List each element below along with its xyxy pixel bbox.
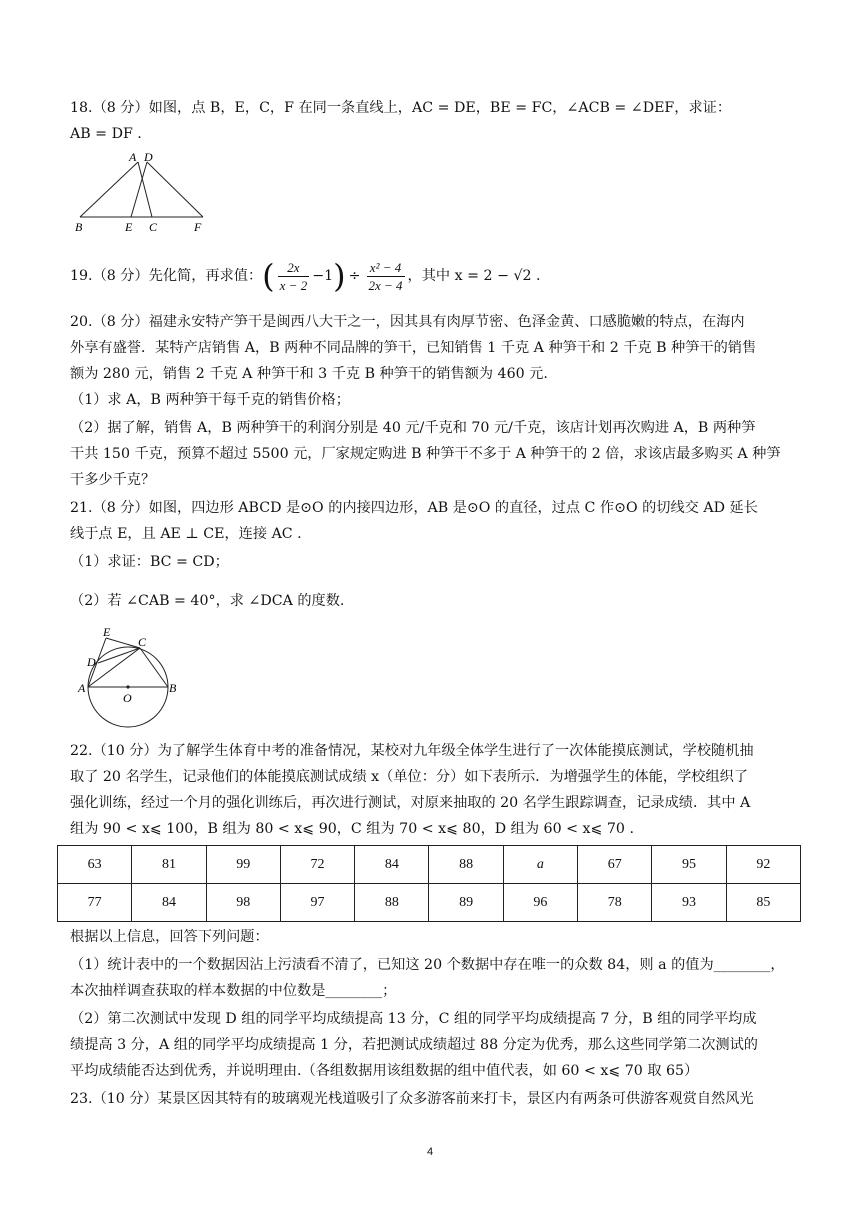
q21-label-b: B xyxy=(169,681,177,695)
q22-part2-line3: 平均成绩能否达到优秀，并说明理由.（各组数据用该组数据的组中值代表，如 60 < x⩽ 70 取 65） xyxy=(70,1063,699,1079)
q21-label-c: C xyxy=(138,635,147,649)
table-cell: 84 xyxy=(132,884,206,922)
q19-suffix: ，其中 x = 2 − √2 . xyxy=(407,268,541,284)
q21-label-a: A xyxy=(78,681,86,695)
q22-info-line: 根据以上信息，回答下列问题： xyxy=(70,929,269,945)
table-cell: 88 xyxy=(429,846,503,884)
q18-label-e: E xyxy=(125,220,133,234)
table-cell: 93 xyxy=(652,884,726,922)
q22-line4: 组为 90 < x⩽ 100，B 组为 80 < x⩽ 90，C 组为 70 < x⩽ 80，D 组为 60 < x⩽ 70 . xyxy=(70,821,634,837)
q21-part1: （1）求证：BC = CD； xyxy=(70,554,229,570)
table-cell: 85 xyxy=(726,884,800,922)
q20-line1: 20.（8 分）福建永安特产笋干是闽西八大干之一，因其具有肉厚节密、色泽金黄、口感脆嫩的特点，在海内 xyxy=(70,314,745,330)
table-cell: 88 xyxy=(355,884,429,922)
q22-line2: 取了 20 名学生，记录他们的体能摸底测试成绩 x（单位：分）如下表所示．为增强学生的体能，学校组织了 xyxy=(70,769,749,785)
q19-fraction-2 xyxy=(367,259,405,294)
table-cell: 98 xyxy=(206,884,280,922)
table-cell: 96 xyxy=(503,884,577,922)
q21-circle-figure xyxy=(76,624,186,734)
q18-label-f: F xyxy=(194,220,202,234)
q21-line2: 线于点 E，且 AE ⊥ CE，连接 AC . xyxy=(70,526,302,542)
q18-label-b: B xyxy=(75,220,83,234)
table-cell: 84 xyxy=(355,846,429,884)
right-paren: ) xyxy=(333,257,346,295)
q20-part2-line2: 干共 150 千克，预算不超过 5500 元，厂家规定购进 B 种笋干不多于 A 种笋干的 2 倍，求该店最多购买 A 种笋 xyxy=(70,446,781,462)
q19-line xyxy=(70,256,800,296)
q18-text-line2: AB = DF . xyxy=(70,126,142,142)
q21-label-o: O xyxy=(123,691,132,705)
table-cell: 81 xyxy=(132,846,206,884)
table-cell: 72 xyxy=(280,846,354,884)
page-number: 4 xyxy=(426,1146,434,1158)
q21-label-d: D xyxy=(87,655,96,669)
q22-line1: 22.（10 分）为了解学生体育中考的准备情况，某校对九年级全体学生进行了一次体能摸底测试，学校随机抽 xyxy=(70,743,754,759)
q21-part2: （2）若 ∠CAB = 40°，求 ∠DCA 的度数. xyxy=(70,593,345,609)
table-row xyxy=(58,884,801,922)
q19-denominator-2: 2x − 4 xyxy=(368,277,403,293)
q22-score-table xyxy=(57,845,801,922)
table-cell: 77 xyxy=(58,884,132,922)
q18-label-d: D xyxy=(144,150,153,164)
q19-minus-one: −1 xyxy=(312,268,334,284)
q18-triangles-figure xyxy=(70,150,215,235)
q22-part2-line1: （2）第二次测试中发现 D 组的同学平均成绩提高 13 分，C 组的同学平均成绩提高 7 分，B 组的同学平均成 xyxy=(70,1011,757,1027)
q19-fraction-1 xyxy=(278,259,310,294)
table-cell: 97 xyxy=(280,884,354,922)
q20-part2-line3: 干多少千克？ xyxy=(70,472,156,488)
q19-denominator-1: x − 2 xyxy=(279,277,308,293)
q19-divide-sign: ÷ xyxy=(348,268,361,284)
q22-part2-line2: 绩提高 3 分，A 组的同学平均成绩提高 1 分，若把测试成绩超过 88 分定为优秀，那么这些同学第二次测试的 xyxy=(70,1037,758,1053)
table-cell: 95 xyxy=(652,846,726,884)
table-cell: 63 xyxy=(58,846,132,884)
table-cell: 92 xyxy=(726,846,800,884)
q19-prefix: 19.（8 分）先化简，再求值： xyxy=(70,268,263,284)
q19-numerator-2: x² − 4 xyxy=(369,259,402,275)
q22-part1-line1: （1）统计表中的一个数据因沾上污渍看不清了，已知这 20 个数据中存在唯一的众数 84，则 a 的值为________， xyxy=(70,957,785,973)
left-paren: ( xyxy=(262,257,275,295)
q18-text-line1: 18.（8 分）如图，点 B，E，C，F 在同一条直线上，AC = DE，BE = FC，∠ACB = ∠DEF，求证： xyxy=(70,100,732,116)
q20-line3: 额为 280 元，销售 2 千克 A 种笋干和 3 千克 B 种笋干的销售额为 460 元. xyxy=(70,366,548,382)
table-cell: 89 xyxy=(429,884,503,922)
q21-line1: 21.（8 分）如图，四边形 ABCD 是⊙O 的内接四边形，AB 是⊙O 的直径，过点 C 作⊙O 的切线交 AD 延长 xyxy=(70,500,758,516)
table-cell: 99 xyxy=(206,846,280,884)
q20-line2: 外享有盛誉．某特产店销售 A，B 两种不同品牌的笋干，已知销售 1 千克 A 种笋干和 2 千克 B 种笋干的销售 xyxy=(70,340,757,356)
table-row xyxy=(58,846,801,884)
table-cell: 78 xyxy=(578,884,652,922)
q19-numerator-1: 2x xyxy=(287,259,300,275)
q21-label-e: E xyxy=(103,625,111,639)
q20-part1: （1）求 A，B 两种笋干每千克的销售价格； xyxy=(70,392,350,408)
q18-label-a: A xyxy=(129,150,137,164)
table-cell: 67 xyxy=(578,846,652,884)
q20-part2-line1: （2）据了解，销售 A，B 两种笋干的利润分别是 40 元/千克和 70 元/千克，该店计划再次购进 A，B 两种笋 xyxy=(70,420,756,436)
table-cell: a xyxy=(503,846,577,884)
q22-part1-line2: 本次抽样调查获取的样本数据的中位数是________； xyxy=(70,983,397,999)
q22-line3: 强化训练，经过一个月的强化训练后，再次进行测试，对原来抽取的 20 名学生跟踪调查，记录成绩．其中 A xyxy=(70,795,751,811)
q23-line1: 23.（10 分）某景区因其特有的玻璃观光栈道吸引了众多游客前来打卡，景区内有两条可供游客观赏自然风光 xyxy=(70,1091,754,1107)
q18-label-c: C xyxy=(149,220,158,234)
